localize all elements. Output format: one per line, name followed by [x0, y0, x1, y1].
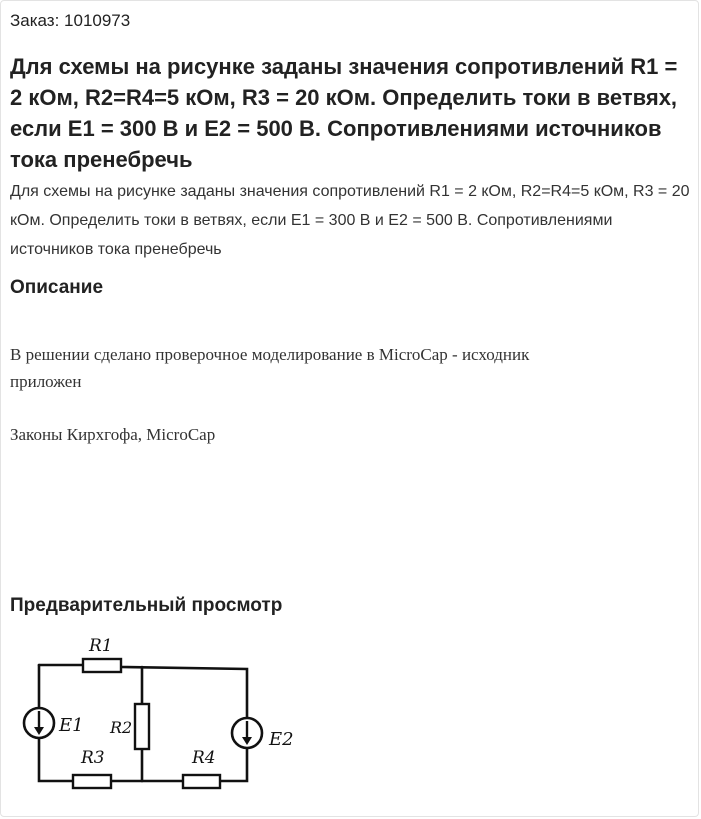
description-tags: Законы Кирхгофа, MicroCap — [10, 425, 216, 444]
r4-resistor — [183, 775, 220, 788]
r2-label: R2 — [110, 718, 133, 737]
order-number: Заказ: 1010973 — [10, 11, 131, 30]
r3-resistor — [73, 775, 111, 788]
e1-label: E1 — [59, 715, 84, 736]
description-heading: Описание — [10, 277, 104, 298]
e1-source-icon — [24, 708, 54, 738]
task-title: Для схемы на рисунке заданы значения сопротивлений R1 = 2 кОм, R2=R4=5 кОм, R3 = 20 кОм. Определить токи в ветвях, если E1 = 300 В и E2 = 500 В. Сопротивлениями источников тока пренебречь — [10, 54, 678, 172]
r4-label: R4 — [192, 748, 216, 768]
description-text: В решении сделано проверочное моделирование в MicroCap - исходник приложен — [10, 345, 530, 391]
task-text: Для схемы на рисунке заданы значения сопротивлений R1 = 2 кОм, R2=R4=5 кОм, R3 = 20 кОм. Определить токи в ветвях, если E1 = 300 В и E2 = 500 В. Сопротивлениями источников тока пренебречь — [10, 183, 690, 258]
r1-label: R1 — [89, 636, 113, 656]
circuit-diagram — [15, 629, 305, 799]
r2-resistor — [135, 704, 149, 749]
r1-resistor — [83, 659, 121, 672]
e2-source-icon — [232, 718, 262, 748]
e2-label: E2 — [269, 729, 294, 750]
r3-label: R3 — [81, 748, 105, 768]
preview-heading: Предварительный просмотр — [10, 595, 283, 616]
